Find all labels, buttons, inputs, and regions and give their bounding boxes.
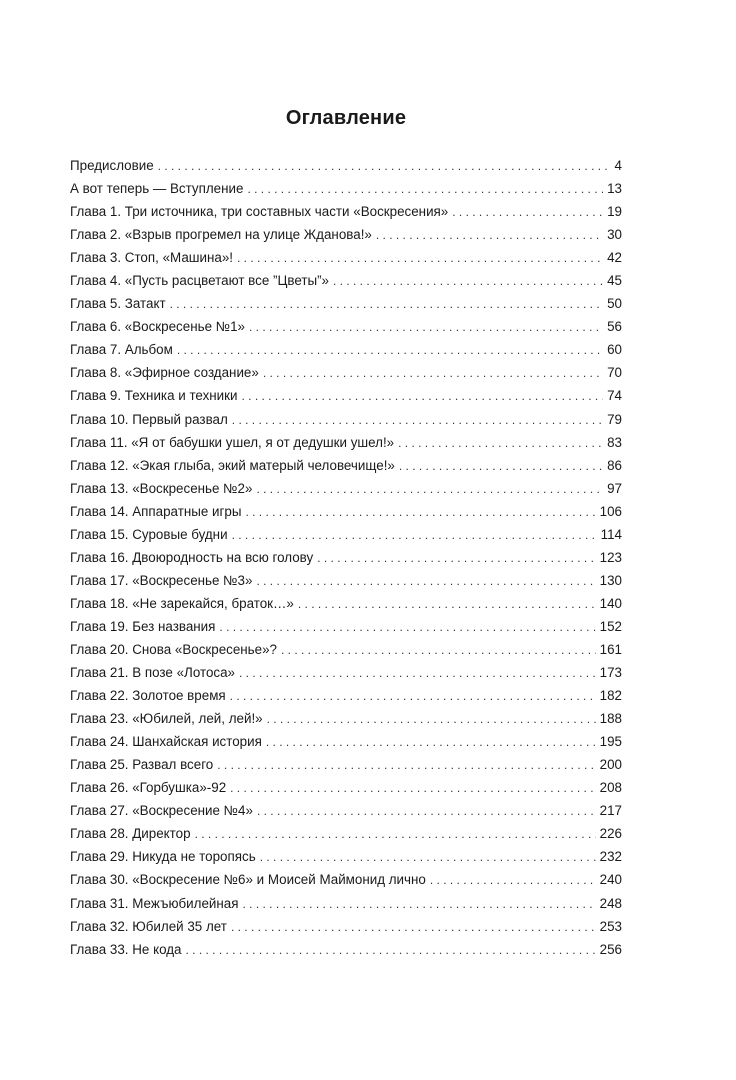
toc-entry-page-number: 182 xyxy=(599,688,622,704)
toc-entry-page-number: 79 xyxy=(607,411,622,427)
toc-entry-page-number: 4 xyxy=(614,158,622,173)
toc-entry-label: Глава 29. Никуда не торопясь xyxy=(70,849,256,865)
dot-leader xyxy=(170,293,604,316)
toc-entry-label: Глава 2. «Взрыв прогремел на улице Жданова!» xyxy=(70,227,372,243)
toc-entry-page-number: 253 xyxy=(599,918,622,934)
toc-entry xyxy=(70,477,622,500)
dot-leader xyxy=(452,201,603,224)
dot-leader xyxy=(237,247,603,270)
toc-entry-label: Глава 12. «Экая глыба, экий матерый человечище!» xyxy=(70,457,395,473)
toc-entry-label: Предисловие xyxy=(70,158,154,173)
dot-leader xyxy=(263,362,603,385)
toc-entry-page-number: 152 xyxy=(599,618,622,634)
toc-entry-label: Глава 27. «Воскресение №4» xyxy=(70,803,253,819)
dot-leader xyxy=(267,708,596,731)
toc-entry-page-number: 195 xyxy=(599,734,622,750)
dot-leader xyxy=(186,939,596,962)
toc-entry xyxy=(70,938,622,961)
toc-entry-page-number: 19 xyxy=(607,204,622,220)
toc-entry-page-number: 123 xyxy=(599,549,622,565)
toc-entry xyxy=(70,315,622,338)
toc-entry-page-number: 240 xyxy=(599,872,622,888)
dot-leader xyxy=(281,639,596,662)
toc-entry-label: Глава 11. «Я от бабушки ушел, я от дедушки ушел!» xyxy=(70,434,395,450)
toc-entry xyxy=(70,892,622,915)
toc-entry xyxy=(70,546,622,569)
toc-entry xyxy=(70,200,622,223)
toc-entry-page-number: 232 xyxy=(599,849,622,865)
toc-entry xyxy=(70,684,622,707)
toc-entry-page-number: 97 xyxy=(607,480,622,496)
dot-leader xyxy=(242,893,595,916)
toc-entry-page-number: 114 xyxy=(600,526,622,542)
toc-entry-page-number: 30 xyxy=(607,227,622,243)
toc-entry-label: Глава 1. Три источника, три составных части «Воскресения» xyxy=(70,204,449,220)
toc-entry-label: Глава 3. Стоп, «Машина»! xyxy=(70,250,234,266)
toc-entry-page-number: 140 xyxy=(599,595,622,611)
toc-entry xyxy=(70,523,622,546)
toc-entry-page-number: 217 xyxy=(599,803,622,819)
toc-entry xyxy=(70,592,622,615)
dot-leader xyxy=(219,616,595,639)
toc-entry xyxy=(70,177,622,200)
dot-leader xyxy=(266,731,596,754)
dot-leader xyxy=(249,316,603,339)
dot-leader xyxy=(256,478,603,501)
toc-entry-label: Глава 6. «Воскресенье №1» xyxy=(70,319,245,335)
toc-entry xyxy=(70,753,622,776)
toc-entry-page-number: 248 xyxy=(599,895,622,911)
toc-entry-label: Глава 25. Развал всего xyxy=(70,757,214,773)
dot-leader xyxy=(232,524,597,547)
toc-entry-label: Глава 33. Не кода xyxy=(70,941,182,957)
toc-entry-label: Глава 7. Альбом xyxy=(70,342,173,358)
toc-entry-page-number: 130 xyxy=(599,572,622,588)
dot-leader xyxy=(399,455,603,478)
toc-entry-label: Глава 16. Двоюродность на всю голову xyxy=(70,549,314,565)
dot-leader xyxy=(242,385,604,408)
toc-title: Оглавление xyxy=(285,107,407,129)
toc-entry-label: Глава 5. Затакт xyxy=(70,296,166,312)
toc-entry-label: Глава 23. «Юбилей, лей, лей!» xyxy=(70,711,263,727)
toc-entry xyxy=(70,500,622,523)
dot-leader xyxy=(245,501,595,524)
toc-entry-label: Глава 31. Межъюбилейная xyxy=(70,895,239,911)
dot-leader xyxy=(239,662,596,685)
toc-entry-label: Глава 13. «Воскресенье №2» xyxy=(70,480,253,496)
dot-leader xyxy=(333,270,603,293)
toc-entry-page-number: 188 xyxy=(599,711,622,727)
dot-leader xyxy=(230,685,596,708)
toc-entry xyxy=(70,569,622,592)
toc-entry xyxy=(70,384,622,407)
toc-entry-label: Глава 20. Снова «Воскресенье»? xyxy=(70,641,277,657)
toc-entry xyxy=(70,223,622,246)
toc-entry-label: Глава 28. Директор xyxy=(70,826,191,842)
toc-entry-page-number: 60 xyxy=(607,342,622,358)
dot-leader xyxy=(177,339,603,362)
dot-leader xyxy=(317,547,595,570)
toc-entry-label: Глава 10. Первый развал xyxy=(70,411,228,427)
dot-leader xyxy=(298,593,596,616)
dot-leader xyxy=(195,823,596,846)
toc-entry xyxy=(70,246,622,269)
toc-entry-label: Глава 18. «Не зарекайся, браток…» xyxy=(70,595,294,611)
dot-leader xyxy=(256,570,595,593)
dot-leader xyxy=(230,777,596,800)
toc-entry-label: Глава 21. В позе «Лотоса» xyxy=(70,665,235,681)
toc-entry-label: Глава 24. Шанхайская история xyxy=(70,734,262,750)
toc-entry xyxy=(70,776,622,799)
dot-leader xyxy=(247,178,603,201)
toc-entry-page-number: 56 xyxy=(607,319,622,335)
dot-leader xyxy=(217,754,595,777)
toc-entry xyxy=(70,431,622,454)
toc-entry-label: Глава 32. Юбилей 35 лет xyxy=(70,918,227,934)
toc-entry xyxy=(70,915,622,938)
toc-entry xyxy=(70,408,622,431)
dot-leader xyxy=(158,155,611,178)
toc-entry xyxy=(70,845,622,868)
toc-entry xyxy=(70,638,622,661)
toc-entry-label: А вот теперь — Вступление xyxy=(70,181,244,197)
toc-entry-page-number: 74 xyxy=(607,388,622,404)
toc-entry-label: Глава 19. Без названия xyxy=(70,618,216,634)
dot-leader xyxy=(260,846,596,869)
toc-entry-page-number: 226 xyxy=(599,826,622,842)
toc-entry xyxy=(70,822,622,845)
toc-list xyxy=(70,154,622,961)
toc-entry-page-number: 256 xyxy=(599,941,622,957)
toc-entry-page-number: 70 xyxy=(607,365,622,381)
toc-entry-page-number: 106 xyxy=(599,503,622,519)
toc-entry-label: Глава 4. «Пусть расцветают все ”Цветы”» xyxy=(70,273,329,289)
toc-entry xyxy=(70,361,622,384)
dot-leader xyxy=(430,869,596,892)
toc-entry xyxy=(70,338,622,361)
toc-entry-page-number: 50 xyxy=(607,296,622,312)
toc-entry-page-number: 42 xyxy=(607,250,622,266)
toc-entry xyxy=(70,661,622,684)
toc-entry xyxy=(70,615,622,638)
dot-leader xyxy=(231,916,596,939)
toc-entry xyxy=(70,799,622,822)
toc-entry-page-number: 173 xyxy=(599,665,622,681)
toc-entry-page-number: 13 xyxy=(607,181,622,197)
dot-leader xyxy=(232,409,603,432)
dot-leader xyxy=(257,800,596,823)
toc-entry-label: Глава 17. «Воскресенье №3» xyxy=(70,572,253,588)
toc-entry xyxy=(70,707,622,730)
toc-entry-label: Глава 30. «Воскресение №6» и Моисей Маймонид лично xyxy=(70,872,426,888)
toc-entry-page-number: 200 xyxy=(599,757,622,773)
toc-entry-page-number: 86 xyxy=(607,457,622,473)
toc-entry xyxy=(70,154,622,177)
toc-entry-label: Глава 14. Аппаратные игры xyxy=(70,503,242,519)
toc-entry-label: Глава 15. Суровые будни xyxy=(70,526,228,542)
toc-entry xyxy=(70,454,622,477)
toc-entry-label: Глава 26. «Горбушка»-92 xyxy=(70,780,227,796)
toc-entry-label: Глава 9. Техника и техники xyxy=(70,388,238,404)
toc-entry-page-number: 208 xyxy=(599,780,622,796)
toc-entry-label: Глава 22. Золотое время xyxy=(70,688,226,704)
toc-entry-page-number: 83 xyxy=(607,434,622,450)
dot-leader xyxy=(398,432,603,455)
toc-entry xyxy=(70,269,622,292)
toc-entry xyxy=(70,730,622,753)
toc-entry-label: Глава 8. «Эфирное создание» xyxy=(70,365,259,381)
toc-entry-page-number: 45 xyxy=(607,273,622,289)
toc-entry xyxy=(70,292,622,315)
toc-entry xyxy=(70,868,622,891)
dot-leader xyxy=(376,224,603,247)
toc-entry-page-number: 161 xyxy=(599,641,622,657)
